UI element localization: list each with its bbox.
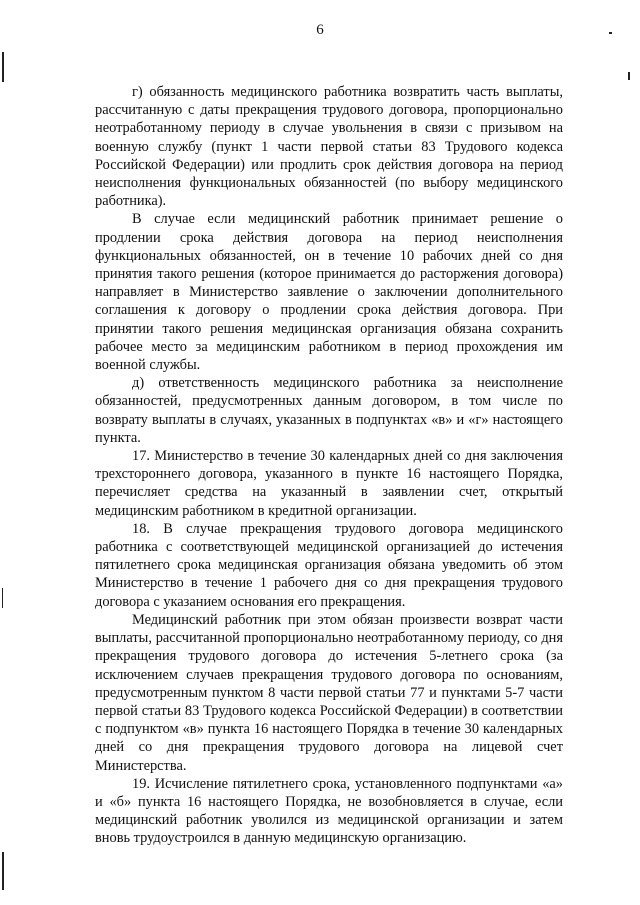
scan-margin-mark bbox=[2, 852, 4, 890]
paragraph-19: 19. Исчисление пятилетнего срока, установленного подпунктами «а» и «б» пункта 16 настоящего Порядка, не возобновляется в случае, если медицинский работник уволился из медицинской организации и затем вновь трудоустроился в данную медицинскую организацию. bbox=[95, 775, 563, 847]
paragraph-16d: д) ответственность медицинского работника за неисполнение обязанностей, предусмотренных данным договором, в том числе по возврату выплаты в случаях, указанных в подпунктах «в» и «г» настоящего пункта. bbox=[95, 375, 563, 446]
scan-margin-mark bbox=[628, 72, 630, 80]
paragraph-16g-extension: В случае если медицинский работник принимает решение о продлении срока действия договора на период неисполнения функциональных обязанностей, он в течение 10 рабочих дней со дня принятия такого решения (которое принимается до расторжения договора) направляет в Министерство заявление о заключении дополнительного соглашения к договору о продлении срока действия договора. При принятии такого решения медицинская организация обязана сохранить рабочее место за медицинским работником в период прохождения им военной службы. bbox=[95, 211, 563, 374]
scan-margin-mark bbox=[2, 52, 4, 82]
document-body bbox=[95, 83, 563, 848]
scan-margin-mark bbox=[609, 32, 612, 34]
scan-margin-mark bbox=[2, 588, 3, 608]
paragraph-18: 18. В случае прекращения трудового договора медицинского работника с соответствующей медицинской организацией до истечения пятилетнего срока медицинская организация обязана уведомить об этом Министерство в течение 1 рабочего дня со дня прекращения трудового договора с указанием основания его прекращения. bbox=[95, 520, 563, 610]
paragraph-18-refund: Медицинский работник при этом обязан произвести возврат части выплаты, рассчитанной пропорционально неотработанному периоду, со дня прекращения трудового договора до истечения 5-летнего срока (за исключением случаев прекращения трудового договора по основаниям, предусмотренным пунктом 8 части первой статьи 77 и пунктами 5-7 части первой статьи 83 Трудового кодекса Российской Федерации) в соответствии с подпунктом «в» пункта 16 настоящего Порядка в течение 30 календарных дней со дня прекращения трудового договора на лицевой счет Министерства. bbox=[95, 611, 563, 774]
page-number: 6 bbox=[316, 22, 324, 38]
paragraph-16g: г) обязанность медицинского работника возвратить часть выплаты, рассчитанную с даты прекращения трудового договора, пропорционально неотработанному периоду в случае увольнения в связи с призывом на военную службу (пункт 1 части первой статьи 83 Трудового кодекса Российской Федерации) или продлить срок действия договора на период неисполнения функциональных обязанностей (по выбору медицинского работника). bbox=[95, 84, 563, 210]
paragraph-17: 17. Министерство в течение 30 календарных дней со дня заключения трехстороннего договора, указанного в пункте 16 настоящего Порядка, перечисляет средства на указанный в заявлении счет, открытый медицинским работником в кредитной организации. bbox=[95, 448, 563, 519]
